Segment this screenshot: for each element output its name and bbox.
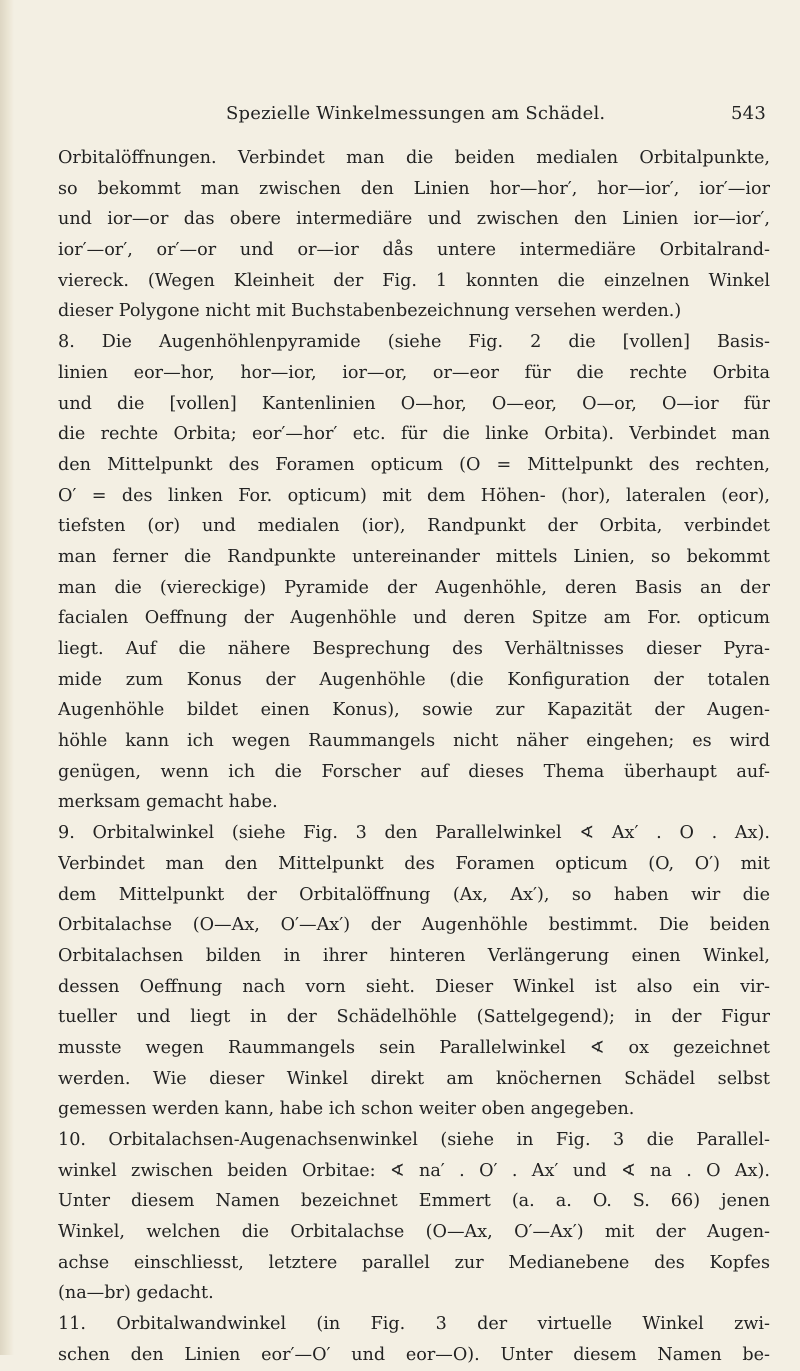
text-line: tiefsten (or) und medialen (ior), Randpunkt der Orbita, verbindet <box>58 516 770 537</box>
text-line: höhle kann ich wegen Raummangels nicht näher eingehen; es wird <box>58 731 770 752</box>
text-line: liegt. Auf die nähere Besprechung des Verhältnisses dieser Pyra- <box>58 639 770 659</box>
text-line: gemessen werden kann, habe ich schon weiter oben angegeben. <box>58 1099 635 1120</box>
text-line: die rechte Orbita; eor′—hor′ etc. für die linke Orbita). Verbindet man <box>58 424 770 445</box>
text-line: dessen Oeffnung nach vorn sieht. Dieser Winkel ist also ein vir- <box>58 976 770 997</box>
text-line: winkel zwischen beiden Orbitae: ∢ na′ . O′ . Ax′ und ∢ na . O Ax). <box>58 1160 770 1181</box>
text-line: werden. Wie dieser Winkel direkt am knöchernen Schädel selbst <box>58 1068 770 1089</box>
text-line: (na—br) gedacht. <box>58 1283 214 1304</box>
running-header <box>226 102 766 126</box>
text-line: 9. Orbitalwinkel (siehe Fig. 3 den Parallelwinkel ∢ Ax′ . O . Ax). <box>58 823 770 844</box>
text-line: Winkel, welchen die Orbitalachse (O—Ax, O′—Ax′) mit der Augen- <box>58 1222 770 1243</box>
page-gutter-shadow <box>0 0 14 1355</box>
text-line: man ferner die Randpunkte untereinander mittels Linien, so bekommt <box>58 546 770 567</box>
text-line: und ior—or das obere intermediäre und zwischen den Linien ior—ior′, <box>58 209 770 230</box>
text-line: und die [vollen] Kantenlinien O—hor, O—eor, O—or, O—ior für <box>58 393 770 414</box>
text-line: genügen, wenn ich die Forscher auf dieses Thema überhaupt auf- <box>58 761 770 782</box>
text-line: Orbitalöffnungen. Verbindet man die beiden medialen Orbitalpunkte, <box>58 148 770 168</box>
text-line: den Mittelpunkt des Foramen opticum (O = Mittelpunkt des rechten, <box>58 454 770 475</box>
text-line: tueller und liegt in der Schädelhöhle (Sattelgegend); in der Figur <box>58 1007 770 1028</box>
text-line: mide zum Konus der Augenhöhle (die Konfiguration der totalen <box>58 669 770 690</box>
text-line: Verbindet man den Mittelpunkt des Foramen opticum (O, O′) mit <box>58 853 770 874</box>
text-line: O′ = des linken For. opticum) mit dem Höhen- (hor), lateralen (eor), <box>58 485 770 506</box>
text-line: Orbitalachsen bilden in ihrer hinteren Verlängerung einen Winkel, <box>58 945 770 966</box>
text-line: musste wegen Raummangels sein Parallelwinkel ∢ ox gezeichnet <box>58 1037 770 1058</box>
text-line: 8. Die Augenhöhlenpyramide (siehe Fig. 2 die [vollen] Basis- <box>58 332 770 353</box>
page-number: 543 <box>731 103 766 124</box>
body-text <box>58 143 770 1371</box>
text-line: Augenhöhle bildet einen Konus), sowie zur Kapazität der Augen- <box>58 700 770 721</box>
text-line: merksam gemacht habe. <box>58 792 278 813</box>
text-line: viereck. (Wegen Kleinheit der Fig. 1 konnten die einzelnen Winkel <box>58 270 770 291</box>
text-line: linien eor—hor, hor—ior, ior—or, or—eor für die rechte Orbita <box>58 362 770 383</box>
text-line: dieser Polygone nicht mit Buchstabenbezeichnung versehen werden.) <box>58 301 682 322</box>
text-line: dem Mittelpunkt der Orbitalöffnung (Ax, Ax′), so haben wir die <box>58 884 770 905</box>
text-line: ior′—or′, or′—or und or—ior dås untere intermediäre Orbitalrand- <box>58 240 770 261</box>
text-line: Orbitalachse (O—Ax, O′—Ax′) der Augenhöhle bestimmt. Die beiden <box>58 915 770 936</box>
running-title: Spezielle Winkelmessungen am Schädel. <box>226 103 606 124</box>
text-line: 11. Orbitalwandwinkel (in Fig. 3 der virtuelle Winkel zwi- <box>58 1314 770 1335</box>
text-line: schen den Linien eor′—O′ und eor—O). Unter diesem Namen be- <box>58 1344 770 1365</box>
text-line: facialen Oeffnung der Augenhöhle und deren Spitze am For. opticum <box>58 608 770 629</box>
text-line: so bekommt man zwischen den Linien hor—hor′, hor—ior′, ior′—ior <box>58 178 770 199</box>
text-line: man die (viereckige) Pyramide der Augenhöhle, deren Basis an der <box>58 577 770 598</box>
text-line: Unter diesem Namen bezeichnet Emmert (a. a. O. S. 66) jenen <box>58 1191 770 1212</box>
text-line: achse einschliesst, letztere parallel zur Medianebene des Kopfes <box>58 1252 770 1273</box>
text-line: 10. Orbitalachsen-Augenachsenwinkel (siehe in Fig. 3 die Parallel- <box>58 1130 770 1150</box>
